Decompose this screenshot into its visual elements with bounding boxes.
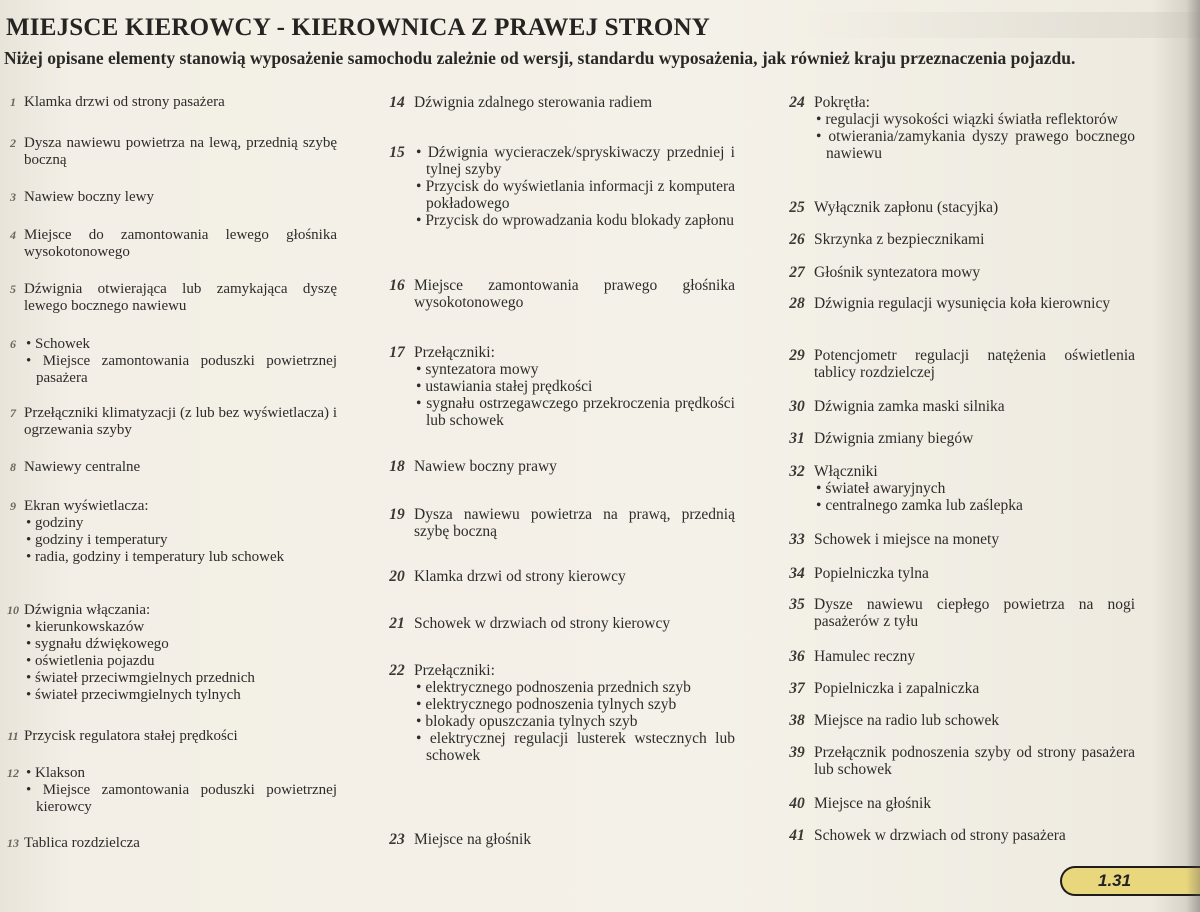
legend-item-number: 19 (389, 506, 405, 523)
legend-item-body (24, 765, 337, 816)
legend-item-body (814, 712, 1135, 729)
legend-item-text: Przełączniki klimatyzacji (z lub bez wyświetlacza) i ogrzewania szyby (24, 405, 337, 438)
legend-item-number: 5 (10, 282, 16, 296)
legend-item-number: 6 (10, 337, 16, 351)
legend-item-body (24, 94, 337, 111)
legend-item-text: Pokrętła: (814, 94, 870, 111)
legend-item-31 (780, 430, 1135, 447)
legend-subitem: • Schowek (24, 336, 337, 353)
legend-subitem: • Miejsce zamontowania poduszki powietrznej pasażera (24, 353, 337, 387)
legend-item-13 (2, 835, 337, 852)
legend-item-body (24, 459, 337, 476)
legend-item-body (414, 144, 735, 229)
legend-item-36 (780, 648, 1135, 665)
legend-item-number: 24 (789, 94, 805, 111)
legend-subitem: • godziny i temperatury (24, 532, 337, 549)
legend-item-body (814, 295, 1135, 312)
legend-item-12 (2, 765, 337, 816)
legend-item-number: 28 (789, 295, 805, 312)
legend-item-33 (780, 531, 1135, 548)
legend-item-body (814, 264, 1135, 281)
legend-item-text: Miejsce na radio lub schowek (814, 712, 1000, 729)
legend-item-text: Miejsce na głośnik (814, 795, 932, 812)
legend-subitem: • oświetlenia pojazdu (24, 653, 337, 670)
legend-item-text: Głośnik syntezatora mowy (814, 264, 981, 281)
legend-item-body (814, 231, 1135, 248)
legend-item-body (814, 744, 1135, 778)
legend-subitem: • świateł przeciwmgielnych przednich (24, 670, 337, 687)
legend-item-24 (780, 94, 1135, 162)
legend-subitem: • godziny (24, 515, 337, 532)
legend-item-body (24, 728, 337, 745)
legend-item-body (24, 405, 337, 439)
legend-subitem: • Przycisk do wyświetlania informacji z komputera pokładowego (414, 178, 735, 212)
legend-item-9 (2, 498, 337, 566)
legend-item-34 (780, 565, 1135, 582)
legend-item-body (414, 568, 735, 585)
legend-item-text: Wyłącznik zapłonu (stacyjka) (814, 199, 999, 216)
legend-item-number: 36 (789, 648, 805, 665)
legend-item-35 (780, 596, 1135, 630)
legend-item-28 (780, 295, 1135, 312)
legend-item-text: Hamulec reczny (814, 648, 916, 665)
legend-item-text: Dźwignia zdalnego sterowania radiem (414, 94, 653, 111)
legend-item-body (814, 596, 1135, 630)
legend-item-text: Ekran wyświetlacza: (24, 498, 149, 514)
legend-item-text: Przycisk regulatora stałej prędkości (24, 728, 238, 744)
legend-item-17 (380, 344, 735, 429)
legend-item-text: Miejsce do zamontowania lewego głośnika wysokotonowego (24, 227, 337, 260)
legend-item-body (414, 458, 735, 475)
intro-paragraph: Niżej opisane elementy stanowią wyposażenie samochodu zależnie od wersji, standardu wyposażenia, jak również kraju przeznaczenia pojazdu. (4, 48, 1076, 68)
legend-item-body (814, 199, 1135, 216)
legend-item-32 (780, 463, 1135, 514)
legend-item-number: 25 (789, 199, 805, 216)
legend-subitem: • blokady opuszczania tylnych szyb (414, 713, 735, 730)
legend-item-41 (780, 827, 1135, 844)
legend-item-text: Potencjometr regulacji natężenia oświetlenia tablicy rozdzielczej (814, 347, 1135, 381)
legend-item-number: 15 (389, 144, 405, 161)
legend-item-29 (780, 347, 1135, 381)
legend-item-number: 35 (789, 596, 805, 613)
legend-item-number: 23 (389, 831, 405, 848)
legend-item-text: Przełącznik podnoszenia szyby od strony pasażera lub schowek (814, 744, 1135, 778)
legend-item-number: 29 (789, 347, 805, 364)
legend-item-number: 14 (389, 94, 405, 111)
legend-item-text: Dysza nawiewu powietrza na prawą, przednią szybę boczną (414, 506, 735, 540)
legend-item-body (24, 227, 337, 261)
legend-item-body (24, 602, 337, 704)
legend-item-text: Klamka drzwi od strony kierowcy (414, 568, 626, 585)
legend-item-number: 40 (789, 795, 805, 812)
legend-item-text: Nawiew boczny lewy (24, 189, 154, 205)
legend-item-body (414, 831, 735, 848)
page-edge-shadow (1186, 0, 1200, 912)
legend-item-number: 9 (10, 499, 16, 513)
legend-item-number: 7 (10, 406, 16, 420)
legend-item-number: 41 (789, 827, 805, 844)
legend-item-8 (2, 459, 337, 476)
legend-subitem: • elektrycznego podnoszenia przednich szyb (414, 679, 735, 696)
legend-item-text: Miejsce na głośnik (414, 831, 532, 848)
legend-item-39 (780, 744, 1135, 778)
legend-item-text: Tablica rozdzielcza (24, 835, 140, 851)
legend-item-body (414, 615, 735, 632)
legend-item-1 (2, 94, 337, 111)
legend-item-body (414, 94, 735, 111)
legend-item-21 (380, 615, 735, 632)
legend-item-number: 8 (10, 460, 16, 474)
legend-item-body (24, 189, 337, 206)
legend-item-6 (2, 336, 337, 387)
legend-item-38 (780, 712, 1135, 729)
legend-subitem: • świateł awaryjnych (814, 480, 1135, 497)
legend-item-text: Dźwignia zmiany biegów (814, 430, 974, 447)
legend-item-text: Miejsce zamontowania prawego głośnika wysokotonowego (414, 277, 735, 311)
legend-item-text: Dźwignia zamka maski silnika (814, 398, 1005, 415)
legend-item-body (414, 506, 735, 540)
legend-item-number: 11 (7, 729, 19, 743)
legend-subitem: • radia, godziny i temperatury lub schowek (24, 549, 337, 566)
legend-item-25 (780, 199, 1135, 216)
legend-item-body (414, 662, 735, 764)
legend-item-number: 39 (789, 744, 805, 761)
legend-subitem: • Klakson (24, 765, 337, 782)
legend-item-body (814, 463, 1135, 514)
legend-item-body (814, 565, 1135, 582)
legend-item-number: 20 (389, 568, 405, 585)
legend-subitem: • regulacji wysokości wiązki światła reflektorów (814, 111, 1135, 128)
legend-item-body (24, 498, 337, 566)
legend-item-30 (780, 398, 1135, 415)
legend-item-body (814, 398, 1135, 415)
legend-subitem: • elektrycznej regulacji lusterek wstecznych lub schowek (414, 730, 735, 764)
legend-item-11 (2, 728, 337, 745)
legend-subitem: • świateł przeciwmgielnych tylnych (24, 687, 337, 704)
legend-item-text: Schowek w drzwiach od strony kierowcy (414, 615, 671, 632)
legend-item-text: Klamka drzwi od strony pasażera (24, 94, 225, 110)
legend-item-16 (380, 277, 735, 311)
legend-item-text: Dźwignia otwierająca lub zamykająca dyszę lewego bocznego nawiewu (24, 281, 337, 314)
legend-subitem: • sygnału ostrzegawczego przekroczenia prędkości lub schowek (414, 395, 735, 429)
legend-item-20 (380, 568, 735, 585)
legend-subitem: • elektrycznego podnoszenia tylnych szyb (414, 696, 735, 713)
legend-item-body (24, 281, 337, 315)
legend-item-text: Dysze nawiewu ciepłego powietrza na nogi pasażerów z tyłu (814, 596, 1135, 630)
legend-item-body (24, 835, 337, 852)
legend-item-number: 17 (389, 344, 405, 361)
legend-item-body (24, 135, 337, 169)
legend-item-number: 1 (10, 95, 16, 109)
legend-item-number: 13 (7, 836, 19, 850)
legend-item-number: 32 (789, 463, 805, 480)
legend-item-18 (380, 458, 735, 475)
legend-subitem: • Przycisk do wprowadzania kodu blokady zapłonu (414, 212, 735, 229)
legend-item-body (24, 336, 337, 387)
legend-item-number: 30 (789, 398, 805, 415)
legend-item-number: 22 (389, 662, 405, 679)
legend-item-number: 21 (389, 615, 405, 632)
legend-item-text: Popielniczka i zapalniczka (814, 680, 980, 697)
legend-item-text: Dźwignia włączania: (24, 602, 151, 618)
legend-item-body (414, 277, 735, 311)
legend-item-body (414, 344, 735, 429)
legend-subitem: • ustawiania stałej prędkości (414, 378, 735, 395)
legend-item-number: 38 (789, 712, 805, 729)
legend-item-number: 33 (789, 531, 805, 548)
legend-item-2 (2, 135, 337, 169)
legend-item-text: Przełączniki: (414, 344, 495, 361)
legend-item-body (814, 430, 1135, 447)
legend-item-19 (380, 506, 735, 540)
legend-item-37 (780, 680, 1135, 697)
legend-item-26 (780, 231, 1135, 248)
legend-item-number: 12 (7, 766, 19, 780)
legend-item-text: Dysza nawiewu powietrza na lewą, przednią szybę boczną (24, 135, 337, 168)
legend-item-text: Włączniki (814, 463, 878, 480)
legend-item-10 (2, 602, 337, 704)
legend-item-text: Dźwignia regulacji wysunięcia koła kierownicy (814, 295, 1111, 312)
legend-item-23 (380, 831, 735, 848)
legend-item-15 (380, 144, 735, 229)
legend-subitem: • sygnału dźwiękowego (24, 636, 337, 653)
legend-subitem: • Miejsce zamontowania poduszki powietrznej kierowcy (24, 782, 337, 816)
legend-item-40 (780, 795, 1135, 812)
legend-item-22 (380, 662, 735, 764)
legend-item-number: 2 (10, 136, 16, 150)
legend-item-text: Skrzynka z bezpiecznikami (814, 231, 985, 248)
legend-subitem: • centralnego zamka lub zaślepka (814, 497, 1135, 514)
legend-item-body (814, 648, 1135, 665)
legend-item-number: 31 (789, 430, 805, 447)
legend-item-text: Nawiew boczny prawy (414, 458, 557, 475)
legend-item-body (814, 347, 1135, 381)
legend-item-number: 3 (10, 190, 16, 204)
legend-item-body (814, 531, 1135, 548)
legend-item-number: 16 (389, 277, 405, 294)
legend-item-7 (2, 405, 337, 439)
bleed-through-band (805, 12, 1200, 38)
legend-item-number: 37 (789, 680, 805, 697)
legend-item-body (814, 680, 1135, 697)
legend-item-number: 18 (389, 458, 405, 475)
legend-item-number: 27 (789, 264, 805, 281)
legend-subitem: • otwierania/zamykania dyszy prawego bocznego nawiewu (814, 128, 1135, 162)
legend-item-text: Nawiewy centralne (24, 459, 141, 475)
legend-item-3 (2, 189, 337, 206)
legend-item-4 (2, 227, 337, 261)
legend-item-text: Schowek i miejsce na monety (814, 531, 1000, 548)
legend-item-text: Schowek w drzwiach od strony pasażera (814, 827, 1066, 844)
page-number-tab: 1.31 (1060, 866, 1200, 896)
legend-item-27 (780, 264, 1135, 281)
legend-item-body (814, 795, 1135, 812)
legend-subitem: • Dźwignia wycieraczek/spryskiwaczy przedniej i tylnej szyby (414, 144, 735, 178)
legend-item-5 (2, 281, 337, 315)
legend-item-number: 34 (789, 565, 805, 582)
page-title: MIEJSCE KIEROWCY - KIEROWNICA Z PRAWEJ STRONY (6, 14, 710, 41)
legend-item-body (814, 94, 1135, 162)
legend-item-number: 4 (10, 228, 16, 242)
legend-item-body (814, 827, 1135, 844)
legend-subitem: • syntezatora mowy (414, 361, 735, 378)
legend-subitem: • kierunkowskazów (24, 619, 337, 636)
legend-item-14 (380, 94, 735, 111)
legend-item-number: 26 (789, 231, 805, 248)
legend-item-text: Popielniczka tylna (814, 565, 929, 582)
legend-item-text: Przełączniki: (414, 662, 495, 679)
legend-item-number: 10 (7, 603, 19, 617)
